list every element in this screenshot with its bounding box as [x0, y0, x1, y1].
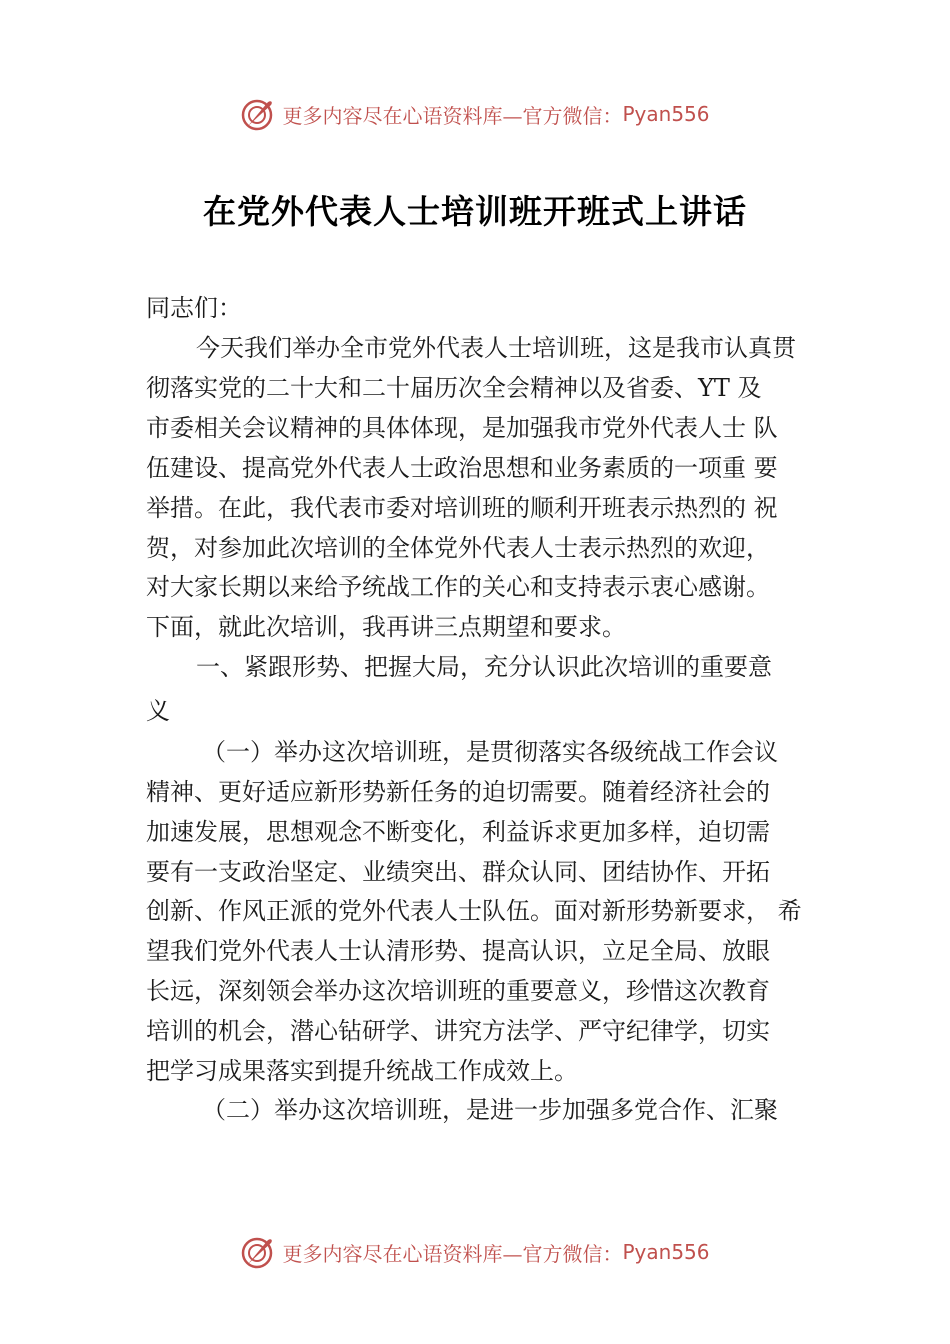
document-title: 在党外代表人士培训班开班式上讲话	[203, 192, 747, 231]
paragraph-line: 创新、作风正派的党外代表人士队伍。面对新形势新要求， 希	[146, 897, 802, 925]
paragraph-line: 对大家长期以来给予统战工作的关心和支持表示衷心感谢。	[146, 573, 770, 601]
paragraph-line: 培训的机会，潜心钻研学、讲究方法学、严守纪律学，切实	[146, 1017, 770, 1045]
paragraph-line: 把学习成果落实到提升统战工作成效上。	[146, 1057, 578, 1085]
section-heading-cont: 义	[146, 697, 170, 725]
paragraph-line: 望我们党外代表人士认清形势、提高认识，立足全局、放眼	[146, 937, 770, 965]
paragraph-line: 彻落实党的二十大和二十届历次全会精神以及省委、YT 及	[146, 374, 762, 402]
paragraph-line: 贺，对参加此次培训的全体党外代表人士表示热烈的欢迎，	[146, 534, 770, 562]
subsection-line: （一）举办这次培训班，是贯彻落实各级统战工作会议	[202, 738, 778, 766]
paragraph-line: 精神、更好适应新形势新任务的迫切需要。随着经济社会的	[146, 778, 770, 806]
paragraph-line: 举措。在此，我代表市委对培训班的顺利开班表示热烈的 祝	[146, 494, 778, 522]
watermark-wechat-id: Pyan556	[622, 102, 710, 126]
quill-logo-icon	[240, 96, 276, 132]
quill-logo-icon	[240, 1234, 276, 1270]
section-heading: 一、紧跟形势、把握大局，充分认识此次培训的重要意	[196, 653, 772, 681]
watermark-header	[0, 94, 950, 134]
paragraph-line: 市委相关会议精神的具体体现，是加强我市党外代表人士 队	[146, 414, 778, 442]
paragraph-line: 加速发展，思想观念不断变化，利益诉求更加多样，迫切需	[146, 818, 770, 846]
watermark-text: 更多内容尽在心语资料库—官方微信：	[282, 1241, 623, 1266]
paragraph-line: 长远，深刻领会举办这次培训班的重要意义，珍惜这次教育	[146, 977, 770, 1005]
paragraph-line: 伍建设、提高党外代表人士政治思想和业务素质的一项重 要	[146, 454, 778, 482]
paragraph-line: 今天我们举办全市党外代表人士培训班，这是我市认真贯	[196, 334, 796, 362]
paragraph-line: 下面，就此次培训，我再讲三点期望和要求。	[146, 613, 626, 641]
watermark-wechat-id: Pyan556	[622, 1240, 710, 1264]
watermark-footer	[0, 1232, 950, 1272]
paragraph-line: 要有一支政治坚定、业绩突出、群众认同、团结协作、开拓	[146, 858, 770, 886]
subsection-line: （二）举办这次培训班，是进一步加强多党合作、汇聚	[202, 1096, 778, 1124]
watermark-text: 更多内容尽在心语资料库—官方微信：	[282, 103, 623, 128]
salutation: 同志们：	[146, 294, 242, 322]
